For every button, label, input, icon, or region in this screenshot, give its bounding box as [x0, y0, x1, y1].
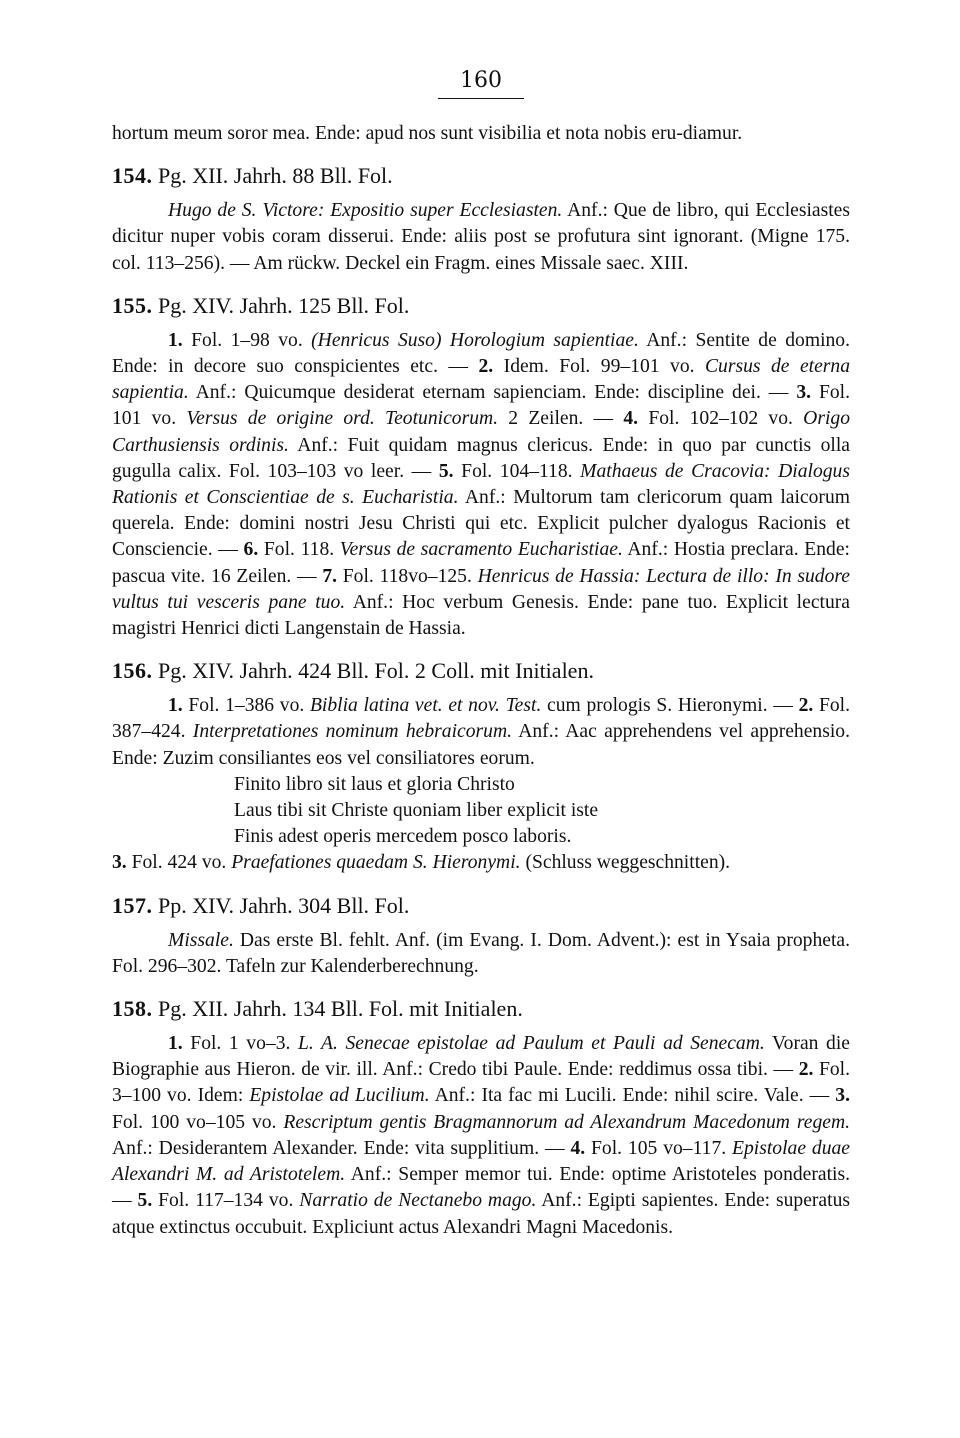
text-run: hortum meum soror mea. Ende: apud nos sunt visibilia et nota nobis eru-diamur.	[112, 123, 743, 144]
item-number: 2.	[478, 356, 494, 378]
text-run: Fol. 118.	[258, 539, 340, 561]
text-run: Anf.: Ita fac mi Lucili. Ende: nihil scire. Vale. —	[429, 1085, 836, 1107]
paragraph	[112, 693, 850, 772]
page-number-rule	[438, 98, 524, 99]
text-run: Anf.: Egipti sapientes. Ende: superatus atque extinctus occubuit. Expliciunt actus Alexandri Magni Macedonis.	[112, 1190, 850, 1238]
title-italic: Origo Carthusiensis ordinis.	[112, 408, 850, 456]
paragraph	[112, 850, 850, 876]
entry-description: Pg. XII. Jahrh. 88 Bll. Fol.	[158, 163, 393, 189]
text-run: Voran die Biographie aus Hieron. de vir. ill. Anf.: Credo tibi Paule. Ende: reddimus ossa tibi. —	[112, 1033, 850, 1081]
text-run: Anf.: Hostia preclara. Ende: pascua vite. 16 Zeilen. —	[112, 539, 850, 587]
text-run: Anf.: Fuit quidam magnus clericus. Ende: in quo par cunctis olla gugulla calix. Fol. 103–103 vo leer. —	[112, 434, 850, 482]
verse-line: Finito libro sit laus et gloria Christo	[234, 773, 515, 795]
text-run: Fol. 102–102 vo.	[638, 408, 804, 430]
entry-description: Pg. XIV. Jahrh. 125 Bll. Fol.	[158, 292, 410, 318]
title-italic: (Henricus Suso) Horologium sapientiae.	[311, 329, 639, 351]
verse-line: Laus tibi sit Christe quoniam liber explicit iste	[234, 800, 599, 822]
entry-description: Pp. XIV. Jahrh. 304 Bll. Fol.	[158, 892, 410, 918]
text-run: Fol. 1–386 vo.	[182, 695, 310, 717]
item-number: 4.	[570, 1137, 586, 1159]
text-run: Fol. 117–134 vo.	[152, 1190, 300, 1212]
text-run: Fol. 387–424.	[112, 695, 851, 743]
item-number: 4.	[623, 408, 639, 430]
text-run: Fol. 101 vo.	[112, 382, 850, 430]
text-run: Fol. 104–118.	[453, 460, 581, 482]
catalog-content	[112, 121, 850, 1241]
entry-heading	[112, 656, 850, 686]
item-number: 6.	[243, 539, 259, 561]
title-italic: Cursus de eterna sapientia.	[112, 356, 850, 404]
title-italic: Epistolae duae Alexandri M. ad Aristotelem.	[112, 1137, 850, 1186]
title-italic: Biblia latina vet. et nov. Test.	[309, 695, 542, 717]
page-number: 160	[460, 68, 502, 93]
title-italic: Epistolae ad Lucilium.	[249, 1085, 430, 1107]
paragraph	[112, 1031, 850, 1241]
entry-number: 155.	[112, 292, 153, 318]
entry-description: Pg. XII. Jahrh. 134 Bll. Fol. mit Initialen.	[158, 996, 523, 1022]
text-run: 2 Zeilen. —	[498, 408, 624, 430]
title-italic: Narratio de Nectanebo mago.	[299, 1190, 537, 1212]
colophon-verse	[112, 772, 850, 851]
entry-description: Pg. XIV. Jahrh. 424 Bll. Fol. 2 Coll. mit Initialen.	[158, 658, 594, 684]
text-run: Fol. 118vo–125.	[337, 565, 478, 587]
text-run: Fol. 1–98 vo.	[182, 329, 312, 351]
item-number: 7.	[322, 565, 338, 587]
text-run: Anf.: Quicumque desiderat eternam sapienciam. Ende: discipline dei. —	[188, 382, 797, 404]
text-run: Anf.: Multorum tam clericorum quam laicorum querela. Ende: domini nostri Jesu Christi qui etc. Explicit pulcher dyalogus Racionis et Consciencie. —	[112, 487, 850, 561]
item-number: 1.	[168, 1033, 183, 1055]
title-italic: Versus de sacramento Eucharistiae.	[339, 539, 623, 561]
text-run: Fol. 1 vo–3.	[182, 1033, 298, 1055]
title-italic: Praefationes quaedam S. Hieronymi.	[231, 852, 521, 874]
title-italic: Versus de origine ord. Teotunicorum.	[186, 408, 499, 430]
title-italic: Missale.	[168, 929, 234, 951]
text-run: Fol. 105 vo–117.	[585, 1137, 733, 1159]
title-italic: Interpretationes nominum hebraicorum.	[192, 721, 512, 743]
paragraph	[112, 328, 850, 642]
item-number: 3.	[112, 852, 127, 874]
item-number: 5.	[137, 1190, 153, 1212]
text-run: Anf.: Que de libro, qui Ecclesiastes dicitur nuper vobis coram disserui. Ende: aliis post se profutura sint ignorant. (Migne 175. col. 113–256). — Am rückw. Deckel ein Fragm. eines Missale saec. XIII.	[112, 200, 850, 274]
text-run: Fol. 424 vo.	[126, 852, 232, 874]
text-run: Fol. 100 vo–105 vo.	[112, 1111, 284, 1133]
text-run: Anf.: Semper memor tui. Ende: optime Aristoteles ponderatis. —	[112, 1164, 850, 1212]
text-run: Anf.: Hoc verbum Genesis. Ende: pane tuo. Explicit lectura magistri Henrici dicti Langenstain de Hassia.	[112, 591, 850, 640]
entry-number: 154.	[112, 163, 153, 189]
item-number: 5.	[438, 460, 454, 482]
text-run: Fol. 3–100 vo. Idem:	[112, 1059, 851, 1107]
paragraph	[112, 198, 850, 277]
item-number: 2.	[798, 1059, 814, 1081]
entry-number: 156.	[112, 658, 153, 684]
item-number: 1.	[168, 329, 183, 351]
text-run: cum prologis S. Hieronymi. —	[541, 695, 799, 717]
paragraph	[112, 928, 850, 980]
text-run: Anf.: Sentite de domino. Ende: in decore suo conspicientes etc. —	[112, 329, 850, 378]
item-number: 3.	[835, 1085, 850, 1107]
entry-heading	[112, 994, 850, 1024]
verse-line: Finis adest operis mercedem posco laboris.	[234, 826, 572, 848]
text-run: Das erste Bl. fehlt. Anf. (im Evang. I. Dom. Advent.): est in Ysaia propheta. Fol. 296–302. Tafeln zur Kalenderberechnung.	[112, 929, 850, 977]
entry-number: 158.	[112, 996, 153, 1022]
text-run: (Schluss weggeschnitten).	[520, 852, 731, 874]
entry-heading	[112, 291, 850, 321]
title-italic: Hugo de S. Victore: Expositio super Ecclesiasten.	[168, 200, 563, 222]
title-italic: L. A. Senecae epistolae ad Paulum et Pauli ad Senecam.	[297, 1033, 765, 1055]
paragraph	[112, 121, 850, 147]
title-italic: Henricus de Hassia: Lectura de illo: In sudore vultus tui vesceris pane tuo.	[112, 565, 850, 613]
title-italic: Rescriptum gentis Bragmannorum ad Alexandrum Macedonum regem.	[283, 1111, 851, 1133]
entry-heading	[112, 891, 850, 921]
item-number: 3.	[796, 382, 812, 404]
title-italic: Mathaeus de Cracovia: Dialogus Rationis et Conscientiae de s. Eucharistia.	[112, 460, 850, 509]
item-number: 1.	[168, 695, 183, 717]
text-run: Anf.: Aac apprehendens vel apprehensio. Ende: Zuzim consiliantes eos vel consiliatores eorum.	[112, 721, 850, 769]
item-number: 2.	[798, 695, 814, 717]
text-run: Anf.: Desiderantem Alexander. Ende: vita supplitium. —	[112, 1137, 571, 1159]
entry-heading	[112, 161, 850, 191]
entry-number: 157.	[112, 892, 153, 918]
text-run: Idem. Fol. 99–101 vo.	[493, 356, 705, 378]
